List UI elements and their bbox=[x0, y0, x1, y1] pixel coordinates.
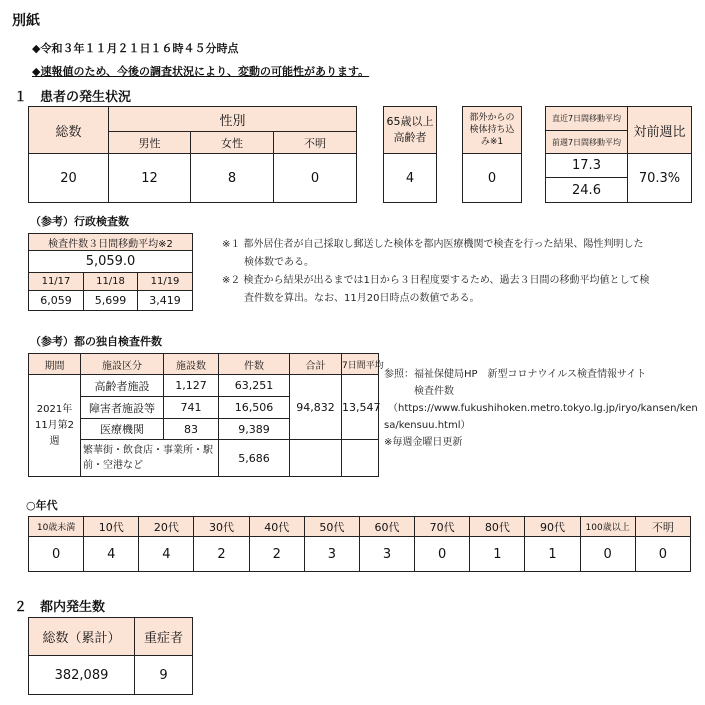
moving-avg-table bbox=[545, 106, 692, 203]
col-header: 施設区分 bbox=[81, 354, 164, 375]
note2-line2: 査件数を算出。なお、11月20日時点の数値である。 bbox=[244, 293, 480, 304]
category-cell: 障害者施設等 bbox=[81, 397, 164, 419]
ratio-label: 対前週比 bbox=[628, 107, 692, 154]
admin-avg-label: 検査件数３日間移動平均※2 bbox=[29, 234, 193, 251]
col-header: 件数 bbox=[219, 354, 290, 375]
age-table bbox=[28, 516, 691, 572]
outside-label-line3: み※1 bbox=[480, 137, 504, 147]
footnotes bbox=[222, 236, 692, 308]
prev-avg-value: 24.6 bbox=[546, 178, 628, 203]
age-value-cell: 4 bbox=[139, 537, 194, 572]
age-value-cell: 1 bbox=[525, 537, 580, 572]
total-value: 20 bbox=[29, 154, 109, 203]
age-label-cell: 60代 bbox=[359, 517, 414, 537]
count-cell: 63,251 bbox=[219, 375, 290, 397]
independent-heading: （参考）都の独自検査件数 bbox=[30, 335, 162, 348]
cumulative-total-value: 382,089 bbox=[29, 656, 135, 695]
age-label-cell: 40代 bbox=[249, 517, 304, 537]
age-label-cell: 80代 bbox=[470, 517, 525, 537]
timestamp-bullet: ◆令和３年１１月２１日１６時４５分時点 bbox=[32, 42, 239, 55]
outside-label-line1: 都外からの bbox=[469, 113, 515, 123]
age-label-cell: 70代 bbox=[415, 517, 470, 537]
count-cell: 16,506 bbox=[219, 397, 290, 419]
elderly-label-line1: 65歳以上 bbox=[386, 115, 434, 128]
admin-date: 11/18 bbox=[84, 273, 138, 291]
elderly-label-line2: 高齢者 bbox=[393, 131, 427, 144]
admin-value: 6,059 bbox=[29, 291, 84, 311]
age-heading: ○年代 bbox=[26, 499, 58, 512]
total-cell: 94,832 bbox=[290, 375, 342, 440]
age-label-cell: 10代 bbox=[84, 517, 139, 537]
age-value-cell: 3 bbox=[304, 537, 359, 572]
col-header: 期間 bbox=[29, 354, 81, 375]
age-value-cell: 0 bbox=[580, 537, 635, 572]
col-header: 合計 bbox=[290, 354, 342, 375]
ratio-value: 70.3% bbox=[628, 154, 692, 203]
age-value-cell: 0 bbox=[29, 537, 84, 572]
admin-avg-value: 5,059.0 bbox=[29, 251, 193, 273]
age-label-cell: 10歳未満 bbox=[29, 517, 84, 537]
independent-table bbox=[28, 353, 384, 477]
age-value-cell: 1 bbox=[470, 537, 525, 572]
recent-avg-label: 直近7日間移動平均 bbox=[546, 107, 628, 131]
age-label-cell: 50代 bbox=[304, 517, 359, 537]
page-title: 別紙 bbox=[12, 13, 40, 29]
ref-line4: sa/kensuu.html） bbox=[384, 420, 471, 431]
admin-value: 3,419 bbox=[138, 291, 193, 311]
ref-line5: ※毎週金曜日更新 bbox=[384, 437, 463, 448]
elderly-label bbox=[384, 107, 437, 154]
outside-label bbox=[463, 107, 522, 154]
section2-heading: ２ 都内発生数 bbox=[14, 600, 106, 615]
count-cell: 9,389 bbox=[219, 419, 290, 440]
elderly-value: 4 bbox=[384, 154, 437, 203]
sex-label: 性別 bbox=[109, 107, 357, 132]
severe-label: 重症者 bbox=[135, 618, 193, 656]
age-value-cell: 0 bbox=[635, 537, 690, 572]
category-cell: 高齢者施設 bbox=[81, 375, 164, 397]
age-value-cell: 0 bbox=[415, 537, 470, 572]
recent-avg-value: 17.3 bbox=[546, 154, 628, 178]
section2-table bbox=[28, 617, 193, 695]
outside-value: 0 bbox=[463, 154, 522, 203]
category-cell: 繁華街・飲食店・事業所・駅前・空港など bbox=[81, 440, 219, 477]
outside-table bbox=[462, 106, 522, 203]
age-value-cell: 4 bbox=[84, 537, 139, 572]
admin-date: 11/19 bbox=[138, 273, 193, 291]
ref-line3: （https://www.fukushihoken.metro.tokyo.lg.jp/iryo/kansen/ken bbox=[388, 403, 698, 414]
disclaimer-bullet: ◆速報値のため、今後の調査状況により、変動の可能性があります。 bbox=[32, 65, 370, 78]
male-label: 男性 bbox=[109, 132, 191, 154]
unknown-value: 0 bbox=[274, 154, 357, 203]
age-label-cell: 100歳以上 bbox=[580, 517, 635, 537]
male-value: 12 bbox=[109, 154, 191, 203]
category-cell: 医療機関 bbox=[81, 419, 164, 440]
age-value-cell: 2 bbox=[249, 537, 304, 572]
age-label-cell: 不明 bbox=[635, 517, 690, 537]
note1-line1: ※１ 都外居住者が自己採取し郵送した検体を都内医療機関で検査を行った結果、陽性判明した bbox=[222, 239, 644, 250]
patients-table bbox=[28, 106, 357, 203]
period-cell: 2021年11月第2週 bbox=[29, 375, 81, 477]
section1-heading: １ 患者の発生状況 bbox=[14, 90, 132, 105]
avg7-cell: 13,547 bbox=[342, 375, 379, 440]
note2-line1: ※２ 検査から結果が出るまでは1日から３日程度要するため、過去３日間の移動平均値として検 bbox=[222, 275, 650, 286]
age-label-cell: 20代 bbox=[139, 517, 194, 537]
facilities-cell: 1,127 bbox=[164, 375, 219, 397]
severe-value: 9 bbox=[135, 656, 193, 695]
unknown-label: 不明 bbox=[274, 132, 357, 154]
admin-value: 5,699 bbox=[84, 291, 138, 311]
ref-line1: 参照：福祉保健局HP 新型コロナウイルス検査情報サイト bbox=[384, 369, 647, 380]
count-cell: 5,686 bbox=[219, 440, 290, 477]
ref-line2: 検査件数 bbox=[414, 386, 454, 397]
admin-test-table bbox=[28, 233, 193, 311]
age-label-cell: 30代 bbox=[194, 517, 249, 537]
age-label-cell: 90代 bbox=[525, 517, 580, 537]
elderly-table bbox=[383, 106, 437, 203]
age-value-cell: 3 bbox=[359, 537, 414, 572]
admin-date: 11/17 bbox=[29, 273, 84, 291]
age-value-cell: 2 bbox=[194, 537, 249, 572]
col-header: 施設数 bbox=[164, 354, 219, 375]
admin-test-heading: （参考）行政検査数 bbox=[30, 215, 129, 228]
facilities-cell: 83 bbox=[164, 419, 219, 440]
prev-avg-label: 前週7日間移動平均 bbox=[546, 131, 628, 154]
cumulative-total-label: 総数（累計） bbox=[29, 618, 135, 656]
total-label: 総数 bbox=[29, 107, 109, 154]
outside-label-line2: 検体持ち込 bbox=[469, 125, 515, 135]
facilities-cell: 741 bbox=[164, 397, 219, 419]
col-header: 7日間平均 bbox=[342, 354, 379, 375]
female-label: 女性 bbox=[191, 132, 274, 154]
note1-line2: 検体数である。 bbox=[244, 257, 314, 268]
female-value: 8 bbox=[191, 154, 274, 203]
reference-text bbox=[384, 366, 698, 451]
